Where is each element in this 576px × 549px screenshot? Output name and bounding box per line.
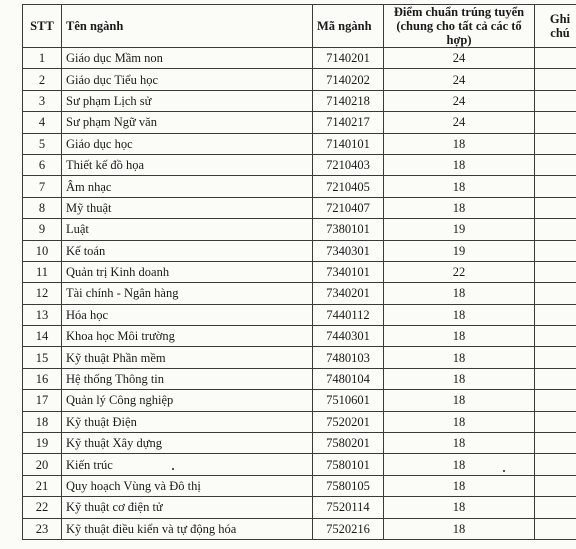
row-major-code: 7210407 <box>313 197 384 218</box>
row-major-code: 7210405 <box>313 176 384 197</box>
row-stt: 11 <box>23 261 62 282</box>
row-major-code: 7510601 <box>313 390 384 411</box>
row-note <box>535 347 576 368</box>
row-cutoff-score: 18 <box>384 176 535 197</box>
row-major-name: Quản lý Công nghiệp <box>62 390 313 411</box>
row-cutoff-score: 18 <box>384 133 535 154</box>
row-cutoff-score: 18 <box>384 390 535 411</box>
row-stt: 1 <box>23 48 62 69</box>
row-major-name: Thiết kế đồ họa <box>62 154 313 175</box>
table-row <box>23 283 576 304</box>
row-note <box>535 518 576 539</box>
table-body <box>23 48 576 540</box>
row-stt: 22 <box>23 497 62 518</box>
row-major-code: 7340201 <box>313 283 384 304</box>
row-note <box>535 475 576 496</box>
header-row <box>23 5 576 48</box>
row-stt: 16 <box>23 368 62 389</box>
row-major-name: Sư phạm Lịch sử <box>62 90 313 111</box>
row-major-code: 7440112 <box>313 304 384 325</box>
row-stt: 4 <box>23 112 62 133</box>
row-stt: 18 <box>23 411 62 432</box>
row-major-name: Kỹ thuật Xây dựng <box>62 433 313 454</box>
row-note <box>535 261 576 282</box>
row-stt: 6 <box>23 154 62 175</box>
row-major-name: Quản trị Kinh doanh <box>62 261 313 282</box>
row-major-name: Mỹ thuật <box>62 197 313 218</box>
row-stt: 19 <box>23 433 62 454</box>
table-row <box>23 475 576 496</box>
table-header <box>23 5 576 48</box>
row-stt: 12 <box>23 283 62 304</box>
row-cutoff-score: 18 <box>384 326 535 347</box>
row-cutoff-score: 18 <box>384 347 535 368</box>
row-cutoff-score: 24 <box>384 69 535 90</box>
table-row <box>23 518 576 539</box>
row-major-code: 7140202 <box>313 69 384 90</box>
row-major-code: 7480104 <box>313 368 384 389</box>
scan-speck <box>172 468 174 470</box>
row-major-name: Khoa học Môi trường <box>62 326 313 347</box>
row-note <box>535 240 576 261</box>
row-note <box>535 411 576 432</box>
row-major-code: 7210403 <box>313 154 384 175</box>
row-major-name: Giáo dục Mầm non <box>62 48 313 69</box>
table-row <box>23 433 576 454</box>
header-stt: STT <box>23 5 62 48</box>
row-stt: 14 <box>23 326 62 347</box>
table-row <box>23 69 576 90</box>
row-cutoff-score: 18 <box>384 454 535 475</box>
table-row <box>23 219 576 240</box>
row-note <box>535 112 576 133</box>
row-cutoff-score: 22 <box>384 261 535 282</box>
row-major-name: Luật <box>62 219 313 240</box>
row-major-name: Hóa học <box>62 304 313 325</box>
row-major-code: 7340101 <box>313 261 384 282</box>
row-major-code: 7140201 <box>313 48 384 69</box>
table-row <box>23 133 576 154</box>
row-major-name: Giáo dục học <box>62 133 313 154</box>
row-major-code: 7580101 <box>313 454 384 475</box>
table-row <box>23 368 576 389</box>
table-row <box>23 411 576 432</box>
row-major-code: 7520201 <box>313 411 384 432</box>
row-note <box>535 304 576 325</box>
row-note <box>535 197 576 218</box>
row-note <box>535 133 576 154</box>
table-row <box>23 90 576 111</box>
row-major-name: Quy hoạch Vùng và Đô thị <box>62 475 313 496</box>
row-stt: 9 <box>23 219 62 240</box>
admission-score-table <box>22 4 576 540</box>
row-cutoff-score: 19 <box>384 240 535 261</box>
row-note <box>535 454 576 475</box>
table-row <box>23 326 576 347</box>
row-major-code: 7140217 <box>313 112 384 133</box>
row-major-code: 7480103 <box>313 347 384 368</box>
row-major-code: 7440301 <box>313 326 384 347</box>
row-cutoff-score: 19 <box>384 219 535 240</box>
row-major-name: Kiến trúc <box>62 454 313 475</box>
row-cutoff-score: 18 <box>384 197 535 218</box>
row-major-code: 7140101 <box>313 133 384 154</box>
header-cutoff-score: Điểm chuẩn trúng tuyển (chung cho tất cả các tổ hợp) <box>384 5 535 48</box>
row-cutoff-score: 18 <box>384 411 535 432</box>
row-major-code: 7380101 <box>313 219 384 240</box>
table-row <box>23 390 576 411</box>
row-stt: 20 <box>23 454 62 475</box>
row-stt: 10 <box>23 240 62 261</box>
row-note <box>535 368 576 389</box>
row-major-name: Kỹ thuật Điện <box>62 411 313 432</box>
row-note <box>535 326 576 347</box>
row-major-name: Kỹ thuật điều kiển và tự động hóa <box>62 518 313 539</box>
row-cutoff-score: 18 <box>384 475 535 496</box>
row-note <box>535 176 576 197</box>
row-cutoff-score: 18 <box>384 497 535 518</box>
row-major-code: 7520216 <box>313 518 384 539</box>
row-stt: 21 <box>23 475 62 496</box>
row-note <box>535 48 576 69</box>
row-note <box>535 219 576 240</box>
header-note: Ghi chú <box>535 5 576 48</box>
row-cutoff-score: 18 <box>384 304 535 325</box>
table-row <box>23 48 576 69</box>
row-stt: 3 <box>23 90 62 111</box>
table-row <box>23 261 576 282</box>
row-major-code: 7580201 <box>313 433 384 454</box>
row-major-name: Giáo dục Tiểu học <box>62 69 313 90</box>
table-row <box>23 240 576 261</box>
table-row <box>23 112 576 133</box>
row-major-name: Hệ thống Thông tin <box>62 368 313 389</box>
table-row <box>23 347 576 368</box>
row-stt: 23 <box>23 518 62 539</box>
table-row <box>23 304 576 325</box>
table-row <box>23 497 576 518</box>
row-note <box>535 90 576 111</box>
row-note <box>535 497 576 518</box>
row-major-name: Tài chính - Ngân hàng <box>62 283 313 304</box>
row-major-name: Kế toán <box>62 240 313 261</box>
table-row <box>23 154 576 175</box>
table-row <box>23 176 576 197</box>
header-major-name: Tên ngành <box>62 5 313 48</box>
row-major-code: 7520114 <box>313 497 384 518</box>
row-cutoff-score: 18 <box>384 154 535 175</box>
row-major-name: Âm nhạc <box>62 176 313 197</box>
row-note <box>535 390 576 411</box>
row-cutoff-score: 24 <box>384 90 535 111</box>
table-row <box>23 197 576 218</box>
row-stt: 15 <box>23 347 62 368</box>
row-note <box>535 154 576 175</box>
scan-speck <box>503 470 505 472</box>
row-stt: 2 <box>23 69 62 90</box>
row-stt: 8 <box>23 197 62 218</box>
row-stt: 7 <box>23 176 62 197</box>
row-cutoff-score: 18 <box>384 368 535 389</box>
row-stt: 5 <box>23 133 62 154</box>
row-cutoff-score: 18 <box>384 518 535 539</box>
header-major-code: Mã ngành <box>313 5 384 48</box>
row-stt: 13 <box>23 304 62 325</box>
row-cutoff-score: 24 <box>384 48 535 69</box>
row-major-code: 7140218 <box>313 90 384 111</box>
row-note <box>535 283 576 304</box>
table-row <box>23 454 576 475</box>
row-major-code: 7580105 <box>313 475 384 496</box>
row-cutoff-score: 24 <box>384 112 535 133</box>
row-note <box>535 433 576 454</box>
row-major-code: 7340301 <box>313 240 384 261</box>
row-note <box>535 69 576 90</box>
row-cutoff-score: 18 <box>384 283 535 304</box>
row-cutoff-score: 18 <box>384 433 535 454</box>
row-major-name: Kỹ thuật Phần mềm <box>62 347 313 368</box>
row-major-name: Kỹ thuật cơ điện tử <box>62 497 313 518</box>
row-stt: 17 <box>23 390 62 411</box>
row-major-name: Sư phạm Ngữ văn <box>62 112 313 133</box>
